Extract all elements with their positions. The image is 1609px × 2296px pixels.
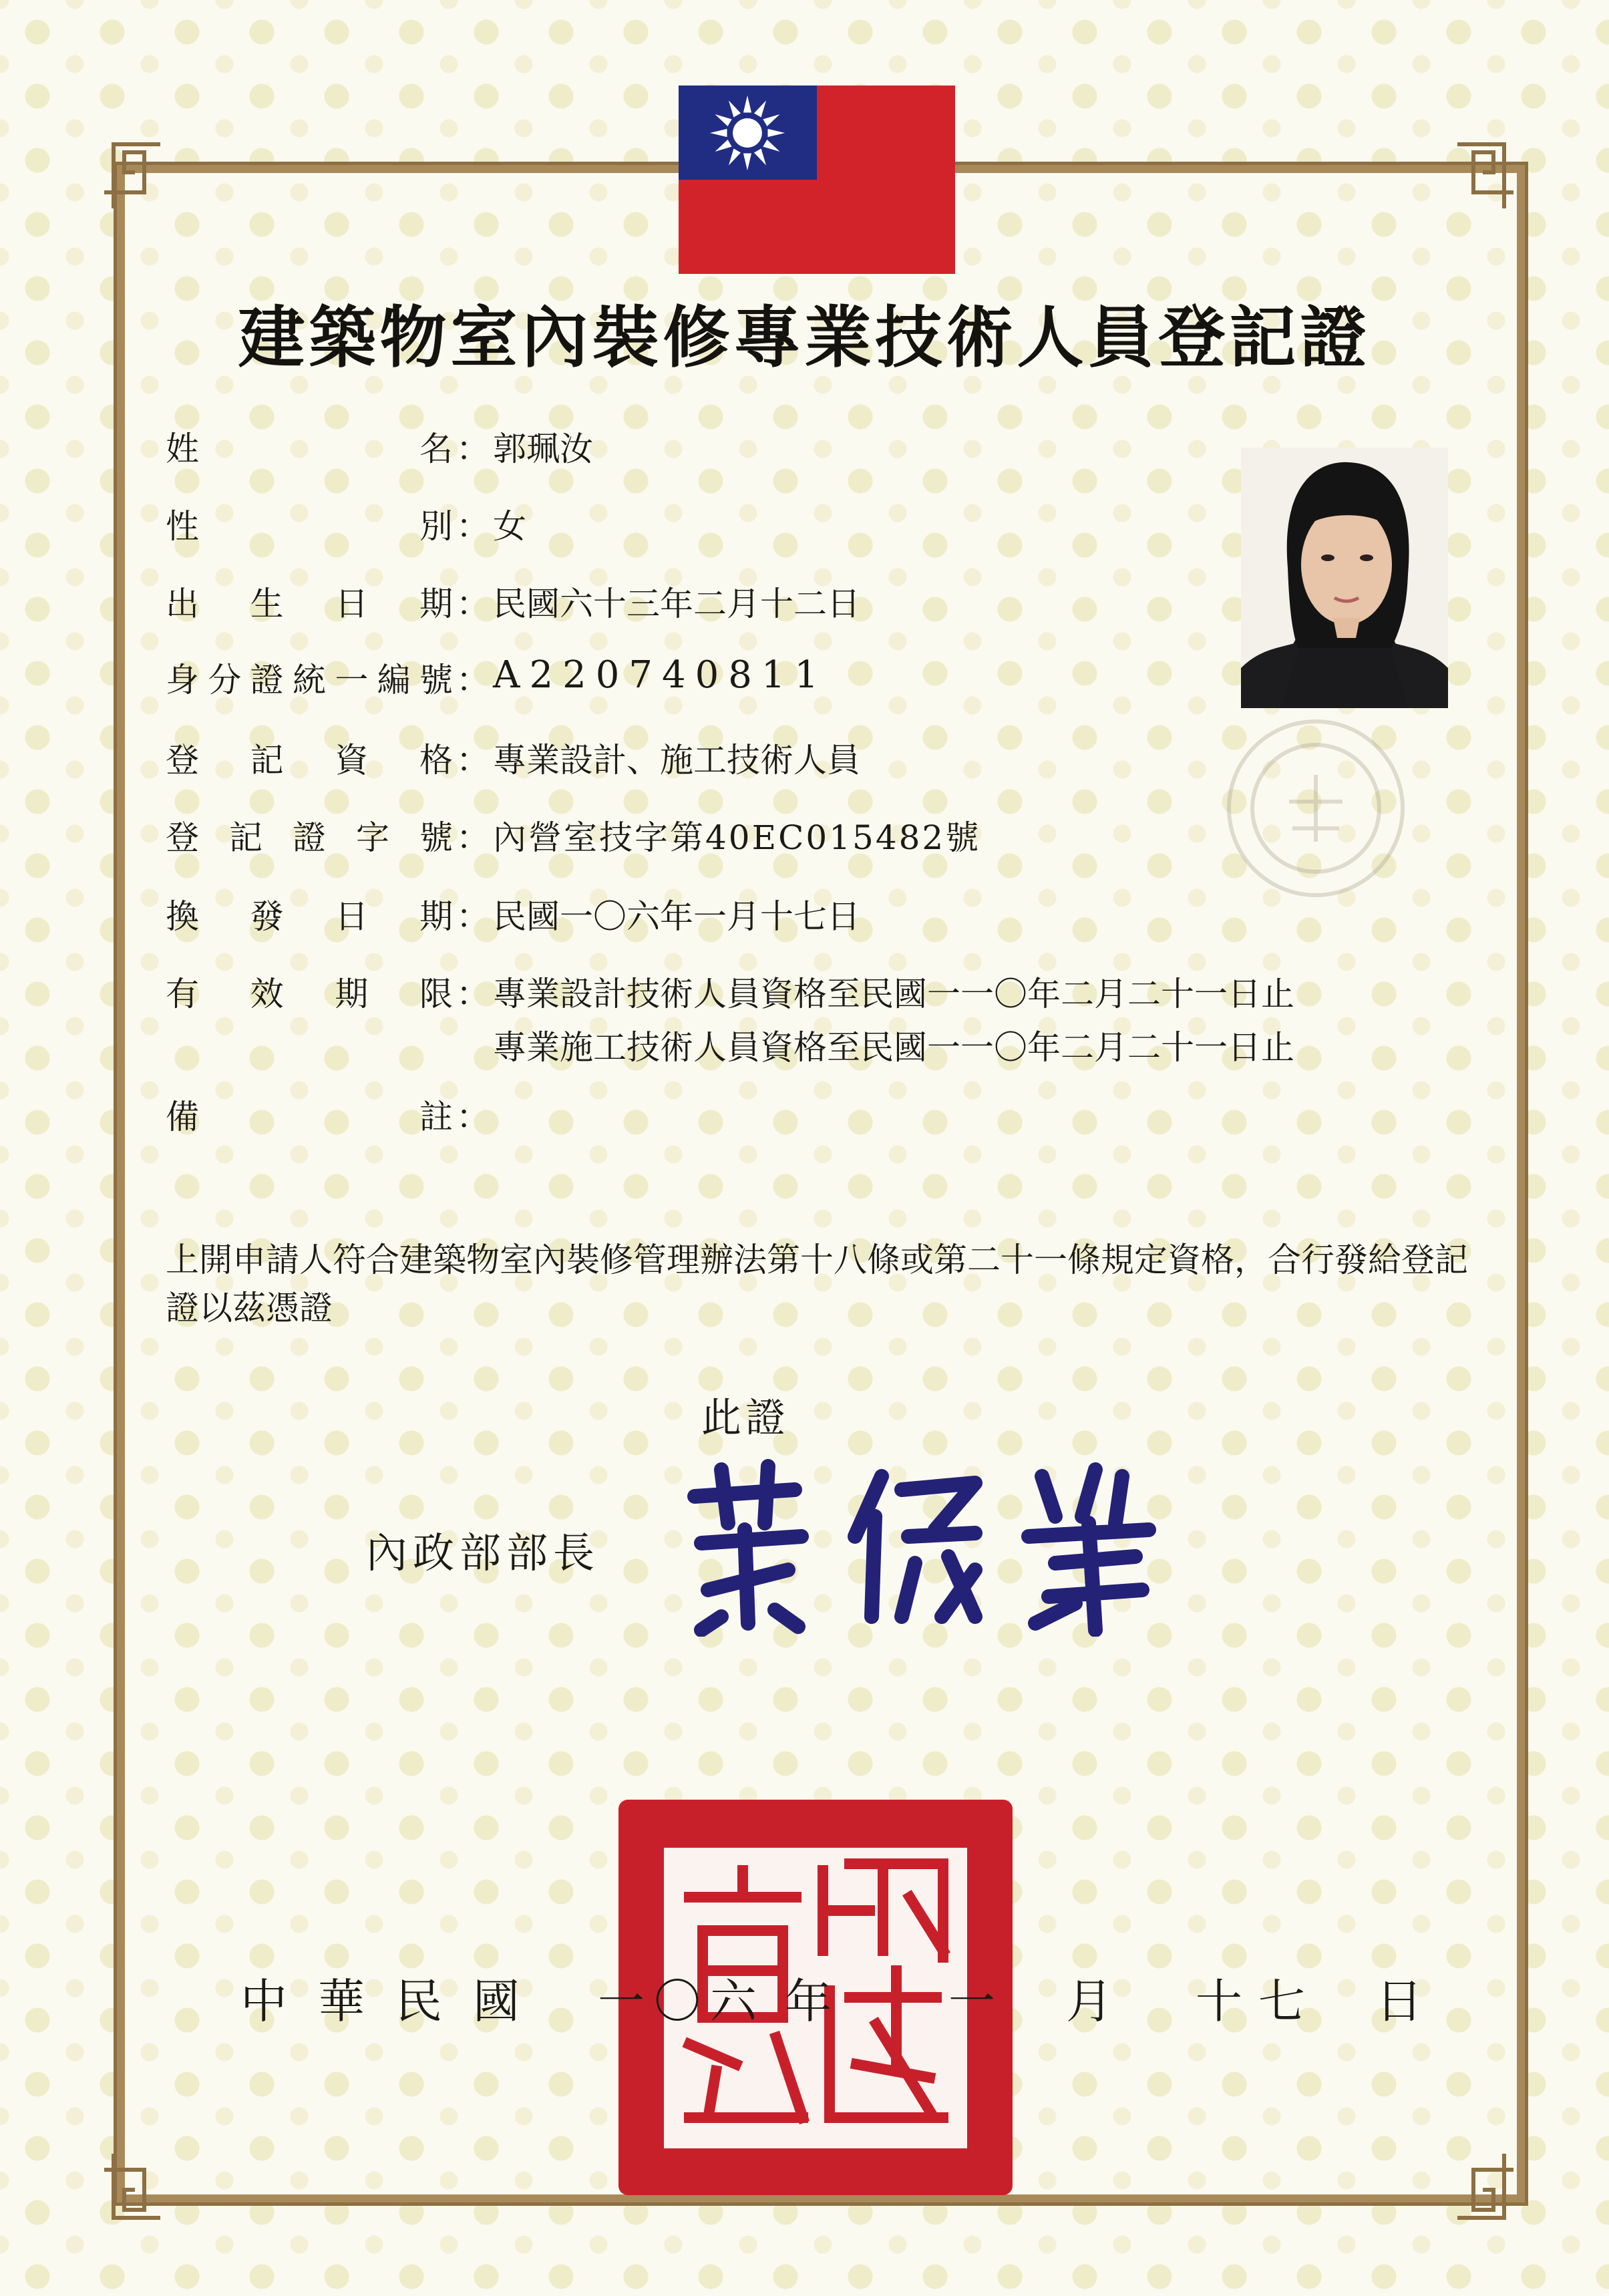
date-day: 十七 — [1196, 1974, 1321, 2029]
field-label: 備註 — [166, 1098, 453, 1136]
corner-ornament-icon — [1453, 2150, 1527, 2223]
field-remarks — [166, 1090, 493, 1138]
validity-line-design: 專業設計技術人員資格至民國一一〇年二月二十一日止 — [493, 975, 1294, 1013]
corner-ornament-icon — [91, 2150, 164, 2223]
minister-signature — [681, 1450, 1162, 1637]
declaration-text: 上開申請人符合建築物室內裝修管理辦法第十八條或第二十一條規定資格，合行發給登記證以茲憑證 — [166, 1241, 1468, 1327]
field-value: A220740811 — [493, 653, 828, 697]
field-colon: ： — [456, 1098, 490, 1136]
field-value: 女 — [493, 507, 526, 546]
certify-text: 此證 — [701, 1395, 789, 1442]
date-era: 中華民國 — [240, 1974, 550, 2029]
field-colon: ： — [456, 975, 490, 1013]
field-label: 出生日期 — [166, 585, 453, 623]
field-colon: ： — [456, 741, 490, 780]
date-year-unit: 年 — [785, 1974, 832, 2029]
field-label: 登記資格 — [166, 741, 453, 780]
field-value: 郭珮汝 — [493, 430, 593, 468]
date-month-unit: 月 — [1066, 1974, 1113, 2029]
field-colon: ： — [456, 507, 490, 546]
field-value: 專業設計、施工技術人員 — [493, 741, 860, 780]
field-registration-number — [166, 811, 980, 859]
field-label: 姓名 — [166, 430, 453, 468]
corner-ornament-icon — [91, 139, 164, 212]
field-colon: ： — [456, 897, 490, 936]
field-reissue-date — [166, 890, 860, 938]
field-colon: ： — [456, 585, 490, 623]
field-label: 有效期限 — [166, 975, 453, 1013]
field-id-number — [166, 653, 828, 701]
validity-line-construction: 專業施工技術人員資格至民國一一〇年二月二十一日止 — [493, 1028, 1294, 1067]
field-label: 性別 — [166, 507, 453, 546]
white-sun-icon — [707, 92, 788, 174]
date-month: 一 — [948, 1974, 995, 2029]
field-value: 內營室技字第40EC015482號 — [493, 818, 981, 857]
date-day-unit: 日 — [1376, 1974, 1423, 2029]
national-flag-icon — [679, 86, 955, 274]
field-value — [493, 967, 1294, 1069]
field-value: 民國一〇六年一月十七日 — [493, 897, 860, 936]
field-value: 民國六十三年二月十二日 — [493, 585, 860, 623]
field-gender — [166, 500, 526, 548]
certificate-title: 建築物室內裝修專業技術人員登記證 — [238, 298, 1371, 377]
embossed-seal-icon — [1216, 708, 1416, 909]
date-year: 一〇六 — [598, 1974, 766, 2029]
field-label: 登記證字號 — [166, 818, 453, 857]
minister-title: 內政部部長 — [366, 1528, 600, 1577]
field-name — [166, 422, 593, 470]
field-label: 換發日期 — [166, 897, 453, 936]
field-colon: ： — [456, 430, 490, 468]
field-colon: ： — [456, 661, 490, 699]
corner-ornament-icon — [1453, 139, 1527, 212]
field-birthdate — [166, 577, 860, 625]
field-qualification — [166, 733, 860, 782]
field-label: 身分證統一編號 — [166, 661, 453, 699]
holder-photo — [1241, 448, 1448, 708]
field-colon: ： — [456, 818, 490, 857]
field-validity — [166, 967, 1294, 1069]
